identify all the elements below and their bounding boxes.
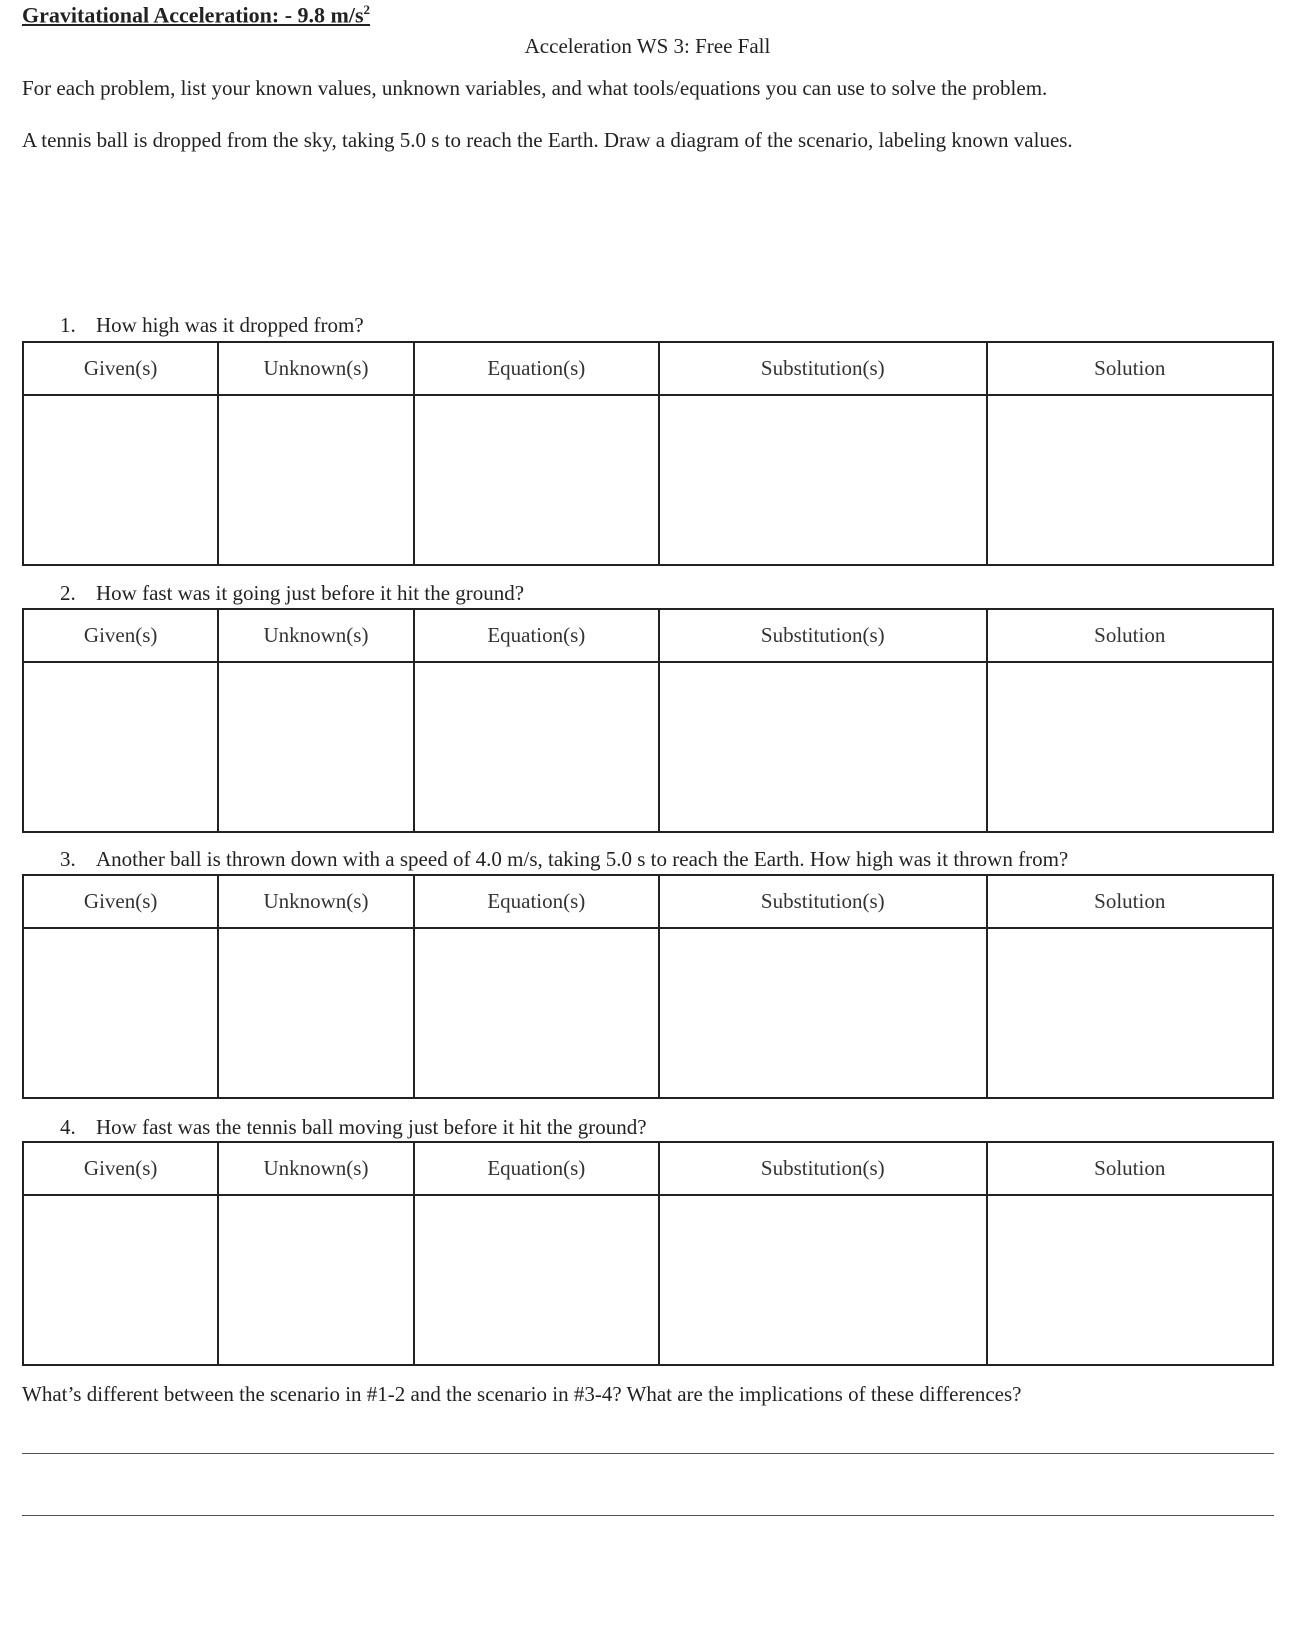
worksheet-title: Acceleration WS 3: Free Fall [524,34,771,58]
scenario-text: A tennis ball is dropped from the sky, taking 5.0 s to reach the Earth. Draw a diagram of the scenario, labeling known values. [22,128,1073,152]
answer-cell-solution[interactable] [987,928,1273,1098]
header-solution: Solution [987,1142,1273,1195]
question-4-table [22,1141,1274,1366]
answer-cell-given[interactable] [23,928,218,1098]
header-substitution: Substitution(s) [659,609,987,662]
answer-cell-unknown[interactable] [218,1195,413,1365]
question-2: 2. How fast was it going just before it hit the ground? [60,581,525,605]
question-3: 3. Another ball is thrown down with a speed of 4.0 m/s, taking 5.0 s to reach the Earth. How high was it thrown from? [60,847,1069,871]
answer-line-2[interactable] [22,1515,1274,1516]
answer-cell-given[interactable] [23,395,218,565]
answer-cell-substitution[interactable] [659,1195,987,1365]
header-equation: Equation(s) [414,342,659,395]
header-equation: Equation(s) [414,1142,659,1195]
answer-cell-substitution[interactable] [659,928,987,1098]
question-4: 4. How fast was the tennis ball moving just before it hit the ground? [60,1115,647,1139]
answer-line-1[interactable] [22,1453,1274,1454]
instructions-text: For each problem, list your known values, unknown variables, and what tools/equations you can use to solve the problem. [22,76,1048,100]
answer-cell-solution[interactable] [987,662,1273,832]
answer-cell-equation[interactable] [414,928,659,1098]
header-given: Given(s) [23,875,218,928]
diagram-area[interactable] [22,165,1274,305]
question-1: 1. How high was it dropped from? [60,313,364,337]
answer-cell-equation[interactable] [414,662,659,832]
answer-cell-solution[interactable] [987,395,1273,565]
header-given: Given(s) [23,342,218,395]
header-substitution: Substitution(s) [659,875,987,928]
header-solution: Solution [987,609,1273,662]
header-substitution: Substitution(s) [659,342,987,395]
answer-cell-solution[interactable] [987,1195,1273,1365]
answer-cell-given[interactable] [23,1195,218,1365]
header-unknown: Unknown(s) [218,609,413,662]
header-unknown: Unknown(s) [218,1142,413,1195]
header-unknown: Unknown(s) [218,875,413,928]
header-equation: Equation(s) [414,609,659,662]
question-3-table [22,874,1274,1099]
header-solution: Solution [987,875,1273,928]
answer-cell-substitution[interactable] [659,662,987,832]
answer-cell-substitution[interactable] [659,395,987,565]
header-given: Given(s) [23,1142,218,1195]
gravitational-acceleration-heading: Gravitational Acceleration: - 9.8 $m/s^2$ [22,2,371,28]
answer-cell-unknown[interactable] [218,395,413,565]
header-substitution: Substitution(s) [659,1142,987,1195]
header-unknown: Unknown(s) [218,342,413,395]
answer-cell-equation[interactable] [414,1195,659,1365]
question-1-table [22,341,1274,566]
reflection-question: What’s different between the scenario in #1-2 and the scenario in #3-4? What are the implications of these differences? [22,1382,1022,1406]
answer-cell-given[interactable] [23,662,218,832]
header-equation: Equation(s) [414,875,659,928]
answer-cell-unknown[interactable] [218,928,413,1098]
answer-cell-equation[interactable] [414,395,659,565]
header-given: Given(s) [23,609,218,662]
question-2-table [22,608,1274,833]
header-solution: Solution [987,342,1273,395]
answer-cell-unknown[interactable] [218,662,413,832]
